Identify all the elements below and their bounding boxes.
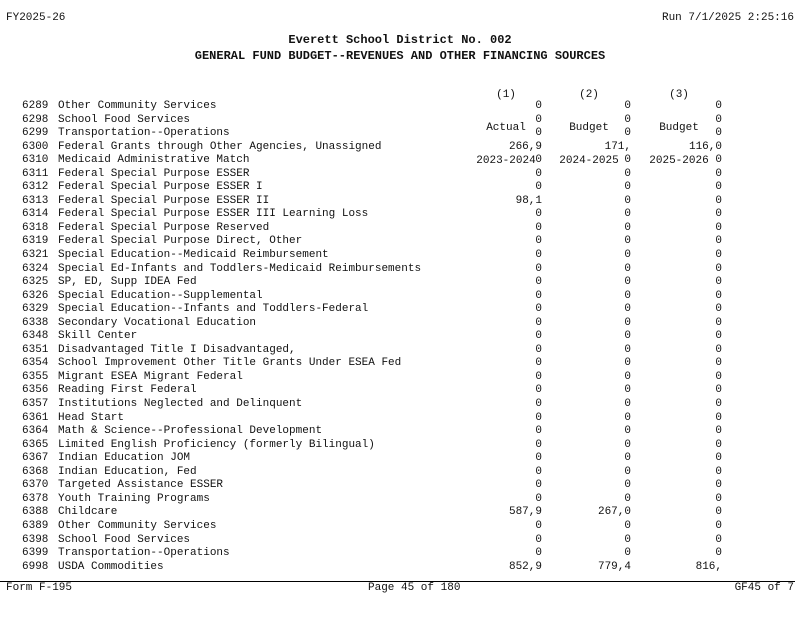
- table-row: [0, 235, 800, 249]
- budget-current-value: 0: [715, 208, 722, 221]
- actual-value: 0: [535, 289, 542, 302]
- account-code: 6321: [22, 249, 49, 262]
- budget-prior-value: 0: [624, 492, 631, 505]
- account-description: Childcare: [58, 506, 118, 519]
- district-name: Everett School District No. 002: [288, 33, 512, 47]
- account-description: Indian Education, Fed: [58, 465, 197, 478]
- account-description: Other Community Services: [58, 519, 217, 532]
- actual-value: 0: [535, 479, 542, 492]
- account-code: 6378: [22, 492, 49, 505]
- budget-current-value: 0: [715, 370, 722, 383]
- budget-prior-value: 0: [624, 289, 631, 302]
- account-code: 6365: [22, 438, 49, 451]
- budget-current-value: 0: [715, 249, 722, 262]
- account-code: 6388: [22, 506, 49, 519]
- table-row: [0, 439, 800, 453]
- account-description: Medicaid Administrative Match: [58, 154, 250, 167]
- actual-value: 0: [535, 465, 542, 478]
- budget-current-value: 116,0: [688, 140, 722, 153]
- actual-value: 0: [535, 533, 542, 546]
- budget-current-value: 0: [715, 289, 722, 302]
- budget-current-value: 0: [715, 154, 722, 167]
- table-row: [0, 384, 800, 398]
- actual-value: 0: [535, 343, 542, 356]
- budget-current-value: 0: [715, 100, 722, 112]
- account-code: 6370: [22, 479, 49, 492]
- table-row: [0, 520, 800, 534]
- budget-current-value: 0: [715, 303, 722, 316]
- actual-value: 0: [535, 357, 542, 370]
- budget-prior-value: 0: [624, 100, 631, 112]
- budget-prior-value: 0: [624, 194, 631, 207]
- column-years: 2024-2025: [559, 155, 619, 167]
- budget-prior-value: 0: [624, 113, 631, 126]
- budget-current-value: 0: [715, 533, 722, 546]
- actual-value: 0: [535, 113, 542, 126]
- budget-current-value: 0: [715, 438, 722, 451]
- actual-value: 0: [535, 221, 542, 234]
- account-description: Youth Training Programs: [58, 492, 210, 505]
- account-code: 6364: [22, 425, 49, 438]
- budget-current-value: 0: [715, 330, 722, 343]
- actual-value: 0: [535, 492, 542, 505]
- report-title: GENERAL FUND BUDGET--REVENUES AND OTHER FINANCING SOURCES: [194, 49, 606, 63]
- table-row: [0, 181, 800, 195]
- account-code: 6318: [22, 221, 49, 234]
- account-description: Head Start: [58, 411, 125, 424]
- actual-value: 0: [535, 127, 542, 140]
- actual-value: 0: [535, 398, 542, 411]
- account-code: 6325: [22, 276, 49, 289]
- account-code: 6329: [22, 303, 49, 316]
- budget-current-value: 0: [715, 384, 722, 397]
- account-description: School Improvement Other Title Grants Under ESEA Fed: [58, 357, 402, 370]
- column-label: Budget: [569, 122, 609, 134]
- table-row: [0, 330, 800, 344]
- account-description: Federal Special Purpose ESSER III Learning Loss: [58, 208, 369, 221]
- table-row: [0, 412, 800, 426]
- table-row: [0, 479, 800, 493]
- budget-prior-value: 0: [624, 276, 631, 289]
- account-description: Special Education--Infants and Toddlers-Federal: [58, 303, 369, 316]
- account-description: Federal Special Purpose Reserved: [58, 221, 270, 234]
- table-row: [0, 154, 800, 168]
- budget-prior-value: 0: [624, 370, 631, 383]
- budget-current-value: 0: [715, 194, 722, 207]
- budget-prior-value: 0: [624, 519, 631, 532]
- account-code: 6355: [22, 370, 49, 383]
- budget-prior-value: 0: [624, 357, 631, 370]
- account-code: 6354: [22, 357, 49, 370]
- account-description: Limited English Proficiency (formerly Bilingual): [58, 438, 375, 451]
- budget-prior-value: 0: [624, 533, 631, 546]
- account-description: Targeted Assistance ESSER: [58, 479, 224, 492]
- column-number: (1): [496, 89, 516, 101]
- budget-prior-value: 0: [624, 384, 631, 397]
- account-code: 6367: [22, 452, 49, 465]
- table-row: [0, 168, 800, 182]
- budget-current-value: 0: [715, 357, 722, 370]
- run-info: Run 7/1/2025 2:25:16: [661, 12, 794, 24]
- account-description: Secondary Vocational Education: [58, 316, 257, 329]
- budget-prior-value: 0: [624, 465, 631, 478]
- table-row: [0, 208, 800, 222]
- account-code: 6299: [22, 127, 49, 140]
- account-code: 6348: [22, 330, 49, 343]
- account-description: Transportation--Operations: [58, 547, 230, 560]
- budget-current-value: 0: [715, 506, 722, 519]
- table-row: [0, 425, 800, 439]
- actual-value: 0: [535, 384, 542, 397]
- actual-value: 0: [535, 316, 542, 329]
- budget-current-value: 0: [715, 181, 722, 194]
- column-label: Budget: [659, 122, 699, 134]
- budget-prior-value: 0: [624, 249, 631, 262]
- budget-prior-value: 0: [624, 316, 631, 329]
- account-description: School Food Services: [58, 113, 191, 126]
- actual-value: 0: [535, 370, 542, 383]
- table-row: [0, 100, 800, 114]
- budget-current-value: 0: [715, 113, 722, 126]
- column-number: (2): [579, 89, 599, 101]
- actual-value: 98,1: [515, 194, 542, 207]
- actual-value: 0: [535, 452, 542, 465]
- actual-value: 587,9: [508, 506, 542, 519]
- table-row: [0, 371, 800, 385]
- account-description: Reading First Federal: [58, 384, 197, 397]
- actual-value: 0: [535, 235, 542, 248]
- account-code: 6319: [22, 235, 49, 248]
- budget-current-value: 816,: [695, 560, 722, 573]
- account-code: 6368: [22, 465, 49, 478]
- account-description: Other Community Services: [58, 100, 217, 112]
- budget-current-value: 0: [715, 411, 722, 424]
- table-row: [0, 141, 800, 155]
- budget-prior-value: 0: [624, 411, 631, 424]
- budget-prior-value: 0: [624, 438, 631, 451]
- budget-current-value: 0: [715, 262, 722, 275]
- table-row: [0, 263, 800, 277]
- budget-prior-value: 0: [624, 425, 631, 438]
- budget-current-value: 0: [715, 492, 722, 505]
- account-code: 6357: [22, 398, 49, 411]
- table-row: [0, 466, 800, 480]
- account-description: Federal Special Purpose ESSER II: [58, 194, 270, 207]
- table-row: [0, 561, 800, 575]
- account-description: Disadvantaged Title I Disadvantaged,: [58, 343, 296, 356]
- account-code: 6326: [22, 289, 49, 302]
- budget-prior-value: 0: [624, 181, 631, 194]
- budget-current-value: 0: [715, 452, 722, 465]
- budget-current-value: 0: [715, 127, 722, 140]
- account-description: Indian Education JOM: [58, 452, 191, 465]
- account-description: Skill Center: [58, 330, 138, 343]
- budget-current-value: 0: [715, 479, 722, 492]
- account-description: USDA Commodities: [58, 560, 164, 573]
- actual-value: 0: [535, 262, 542, 275]
- account-code: 6351: [22, 343, 49, 356]
- account-code: 6312: [22, 181, 49, 194]
- budget-prior-value: 0: [624, 547, 631, 560]
- account-code: 6324: [22, 262, 49, 275]
- table-row: [0, 303, 800, 317]
- account-description: Transportation--Operations: [58, 127, 230, 140]
- actual-value: 0: [535, 411, 542, 424]
- account-description: Special Education--Medicaid Reimbursement: [58, 249, 329, 262]
- account-code: 6311: [22, 167, 49, 180]
- table-row: [0, 452, 800, 466]
- form-number: Form F-195: [6, 582, 73, 594]
- budget-prior-value: 0: [624, 221, 631, 234]
- table-row: [0, 344, 800, 358]
- account-description: Math & Science--Professional Development: [58, 425, 323, 438]
- table-row: [0, 222, 800, 236]
- account-code: 6310: [22, 154, 49, 167]
- column-years: 2023-2024: [476, 155, 536, 167]
- budget-current-value: 0: [715, 398, 722, 411]
- account-description: Migrant ESEA Migrant Federal: [58, 370, 243, 383]
- budget-prior-value: 779,4: [597, 560, 631, 573]
- account-code: 6314: [22, 208, 49, 221]
- budget-prior-value: 0: [624, 303, 631, 316]
- budget-current-value: 0: [715, 276, 722, 289]
- account-code: 6289: [22, 100, 49, 112]
- actual-value: 0: [535, 438, 542, 451]
- account-description: Federal Special Purpose ESSER I: [58, 181, 263, 194]
- budget-prior-value: 171,: [604, 140, 631, 153]
- account-description: SP, ED, Supp IDEA Fed: [58, 276, 197, 289]
- account-code: 6998: [22, 560, 49, 573]
- table-row: [0, 290, 800, 304]
- actual-value: 0: [535, 167, 542, 180]
- actual-value: 0: [535, 303, 542, 316]
- budget-prior-value: 0: [624, 154, 631, 167]
- budget-current-value: 0: [715, 519, 722, 532]
- actual-value: 0: [535, 208, 542, 221]
- page-number: Page 45 of 180: [368, 582, 461, 594]
- account-code: 6389: [22, 519, 49, 532]
- budget-prior-value: 0: [624, 452, 631, 465]
- account-code: 6356: [22, 384, 49, 397]
- revenue-table: [0, 100, 800, 574]
- budget-prior-value: 0: [624, 343, 631, 356]
- actual-value: 0: [535, 181, 542, 194]
- account-code: 6298: [22, 113, 49, 126]
- column-years: 2025-2026: [649, 155, 709, 167]
- column-label: Actual: [486, 122, 526, 134]
- actual-value: 0: [535, 249, 542, 262]
- account-description: School Food Services: [58, 533, 191, 546]
- table-row: [0, 249, 800, 263]
- budget-current-value: 0: [715, 167, 722, 180]
- account-code: 6313: [22, 194, 49, 207]
- table-row: [0, 493, 800, 507]
- budget-current-value: 0: [715, 465, 722, 478]
- actual-value: 0: [535, 425, 542, 438]
- actual-value: 0: [535, 330, 542, 343]
- account-description: Federal Special Purpose Direct, Other: [58, 235, 303, 248]
- budget-prior-value: 0: [624, 127, 631, 140]
- account-code: 6338: [22, 316, 49, 329]
- fiscal-year: FY2025-26: [6, 12, 66, 24]
- budget-current-value: 0: [715, 235, 722, 248]
- budget-prior-value: 0: [624, 208, 631, 221]
- table-row: [0, 357, 800, 371]
- table-row: [0, 195, 800, 209]
- actual-value: 0: [535, 547, 542, 560]
- actual-value: 0: [535, 154, 542, 167]
- table-row: [0, 127, 800, 141]
- budget-prior-value: 0: [624, 479, 631, 492]
- budget-current-value: 0: [715, 425, 722, 438]
- table-row: [0, 317, 800, 331]
- account-description: Special Ed-Infants and Toddlers-Medicaid Reimbursements: [58, 262, 422, 275]
- actual-value: 266,9: [508, 140, 542, 153]
- table-row: [0, 398, 800, 412]
- budget-prior-value: 267,0: [597, 506, 631, 519]
- sheet-number: GF45 of 7: [734, 582, 794, 594]
- actual-value: 852,9: [508, 560, 542, 573]
- table-row: [0, 114, 800, 128]
- budget-prior-value: 0: [624, 398, 631, 411]
- table-row: [0, 547, 800, 561]
- account-code: 6361: [22, 411, 49, 424]
- actual-value: 0: [535, 276, 542, 289]
- budget-current-value: 0: [715, 221, 722, 234]
- budget-current-value: 0: [715, 316, 722, 329]
- account-code: 6398: [22, 533, 49, 546]
- account-description: Institutions Neglected and Delinquent: [58, 398, 303, 411]
- actual-value: 0: [535, 519, 542, 532]
- table-row: [0, 506, 800, 520]
- table-row: [0, 276, 800, 290]
- account-description: Special Education--Supplemental: [58, 289, 263, 302]
- budget-prior-value: 0: [624, 262, 631, 275]
- budget-prior-value: 0: [624, 330, 631, 343]
- account-description: Federal Grants through Other Agencies, Unassigned: [58, 140, 382, 153]
- column-number: (3): [669, 89, 689, 101]
- actual-value: 0: [535, 100, 542, 112]
- account-code: 6300: [22, 140, 49, 153]
- budget-current-value: 0: [715, 343, 722, 356]
- budget-current-value: 0: [715, 547, 722, 560]
- budget-prior-value: 0: [624, 167, 631, 180]
- budget-prior-value: 0: [624, 235, 631, 248]
- account-code: 6399: [22, 547, 49, 560]
- account-description: Federal Special Purpose ESSER: [58, 167, 250, 180]
- table-row: [0, 534, 800, 548]
